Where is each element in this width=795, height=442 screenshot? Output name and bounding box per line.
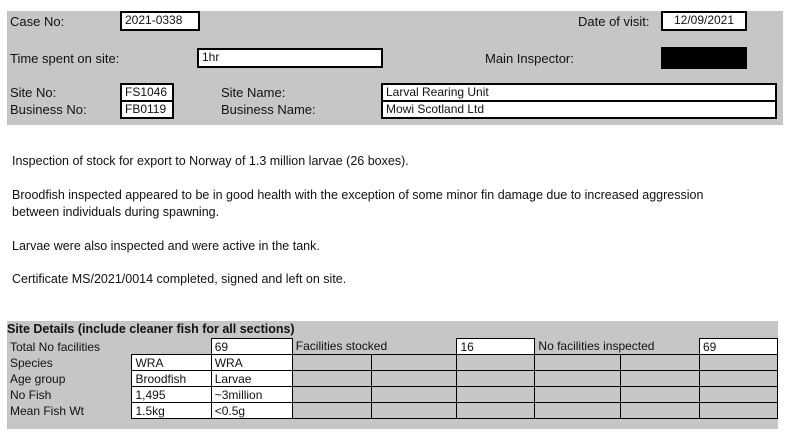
table-row [7,339,778,355]
no-fish-label: No Fish [10,387,52,402]
table-cell: Larvae [211,371,292,387]
site-name-label: Site Name: [221,85,286,100]
site-details-table [7,338,778,419]
site-details-title: Site Details (include cleaner fish for all sections) [7,322,295,336]
time-on-site-label: Time spent on site: [10,51,120,66]
business-name-label: Business Name: [221,102,316,117]
business-no-field: FB0119 [120,100,174,119]
business-no-label: Business No: [10,102,87,117]
facilities-stocked-label: Facilities stocked [295,339,388,354]
site-no-label: Site No: [10,85,57,100]
table-cell: 1,495 [132,387,211,403]
mean-fish-weight-label: Mean Fish Wt [10,403,85,418]
case-no-field: 2021-0338 [120,11,200,31]
table-cell: 1.5kg [132,403,211,419]
time-on-site-field: 1hr [197,48,383,68]
total-facilities-value: 69 [211,339,292,355]
business-name-field: Mowi Scotland Ltd [381,100,777,119]
facilities-inspected-label: No facilities inspected [538,339,655,354]
note-larvae: Larvae were also inspected and were active in the tank. [12,239,320,253]
date-of-visit-label: Date of visit: [578,14,650,29]
note-inspection-stock: Inspection of stock for export to Norway of 1.3 million larvae (26 boxes). [12,154,409,168]
facilities-stocked-value: 16 [457,339,535,355]
case-no-label: Case No: [10,14,65,29]
note-broodfish-line1: Broodfish inspected appeared to be in good health with the exception of some minor fin damage due to increased aggression [12,188,704,202]
site-details-section [7,321,778,429]
date-of-visit-field: 12/09/2021 [661,11,747,31]
site-name-field: Larval Rearing Unit [381,83,777,102]
table-row [7,387,778,403]
table-cell: <0.5g [211,403,292,419]
table-row [7,371,778,387]
table-row [7,355,778,371]
note-certificate: Certificate MS/2021/0014 completed, signed and left on site. [12,272,347,286]
note-broodfish-line2: between individuals during spawning. [12,205,220,219]
species-label: Species [10,355,53,370]
visit-header-panel [7,11,783,125]
table-cell: Broodfish [132,371,211,387]
main-inspector-redacted [661,47,747,69]
table-cell: WRA [132,355,211,371]
age-group-label: Age group [10,371,66,386]
table-cell: ~3million [211,387,292,403]
table-cell: WRA [211,355,292,371]
table-row [7,403,778,419]
facilities-inspected-value: 69 [699,339,777,355]
site-no-field: FS1046 [120,83,174,102]
main-inspector-label: Main Inspector: [485,51,574,66]
total-facilities-label: Total No facilities [10,339,101,354]
